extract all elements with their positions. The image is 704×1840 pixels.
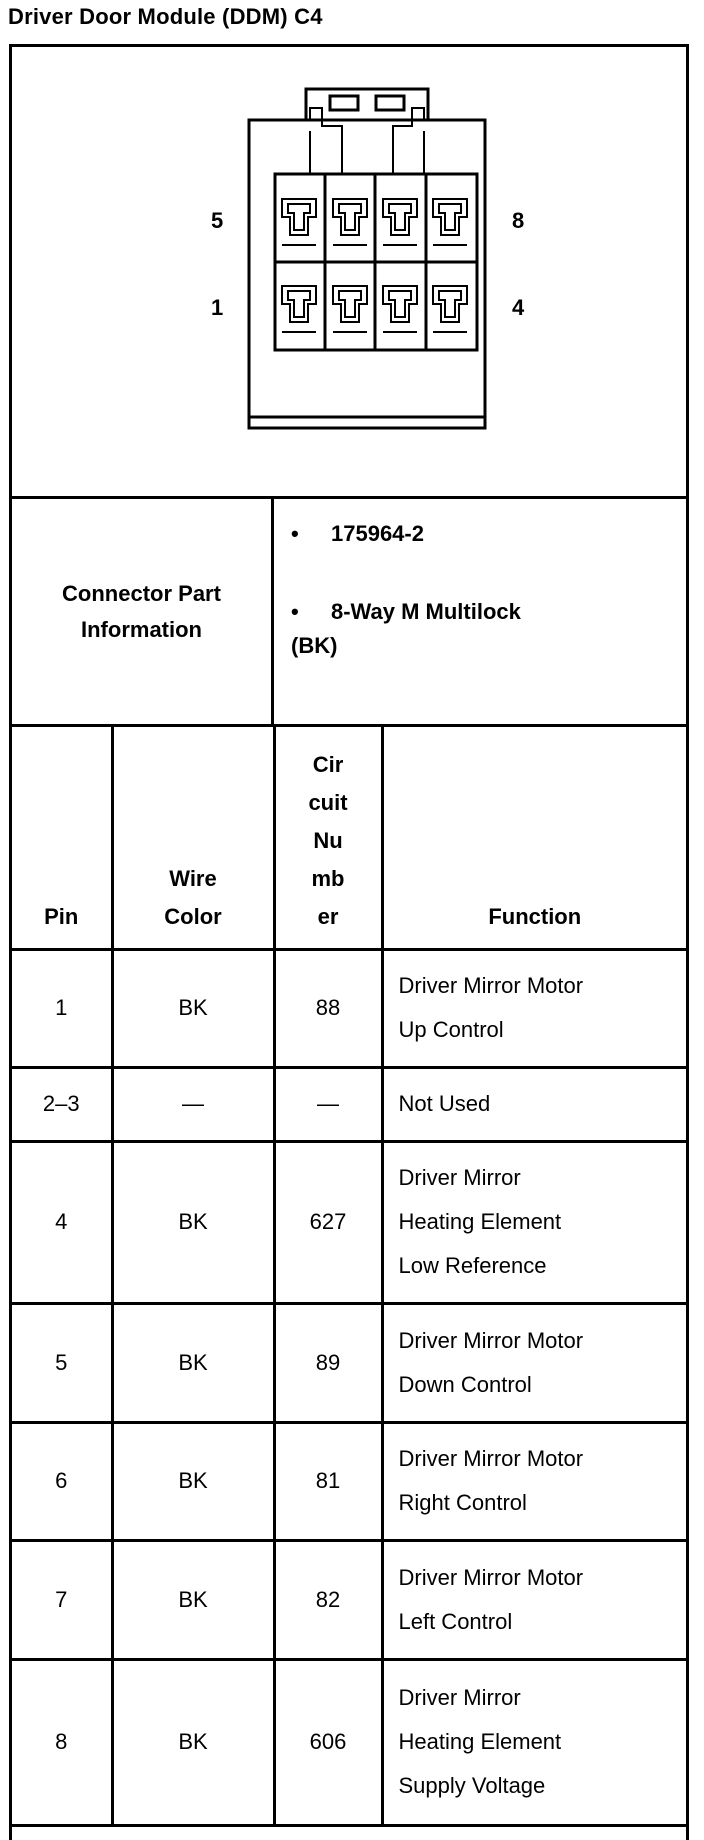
pin-label-5: 5 bbox=[211, 208, 224, 233]
latch-arm-left bbox=[310, 108, 342, 174]
pin-cell: 7 bbox=[12, 1540, 112, 1659]
header-pin: Pin bbox=[12, 727, 112, 949]
circuit-cell: 627 bbox=[274, 1141, 382, 1303]
cavity-4 bbox=[433, 286, 467, 322]
pin-cell: 2–3 bbox=[12, 1067, 112, 1141]
function-cell: Driver Mirror Motor Left Control bbox=[382, 1540, 686, 1659]
header-wire-color: Wire Color bbox=[112, 727, 274, 949]
table-row bbox=[12, 1659, 686, 1825]
header-circuit-number: Cir cuit Nu mb er bbox=[274, 727, 382, 949]
info-label-line2: Information bbox=[81, 616, 202, 642]
circuit-cell: 81 bbox=[274, 1422, 382, 1540]
info-label-line1: Connector Part bbox=[62, 580, 221, 606]
cavity-8 bbox=[433, 199, 467, 235]
tab-window-right bbox=[376, 96, 404, 110]
description-line bbox=[291, 599, 521, 625]
circuit-cell: 82 bbox=[274, 1540, 382, 1659]
connector-description: 8-Way M Multilock bbox=[331, 599, 521, 624]
circuit-cell: 89 bbox=[274, 1303, 382, 1422]
tab-window-left bbox=[330, 96, 358, 110]
pin-cell: 8 bbox=[12, 1659, 112, 1825]
connector-color: (BK) bbox=[291, 633, 338, 658]
pin-cell: 6 bbox=[12, 1422, 112, 1540]
cavity-3 bbox=[383, 286, 417, 322]
table-row bbox=[12, 949, 686, 1067]
cavity-6 bbox=[333, 199, 367, 235]
table-row bbox=[12, 1540, 686, 1659]
connector-part-info-values bbox=[274, 499, 686, 724]
function-cell: Driver Mirror Heating Element Low Reference bbox=[382, 1141, 686, 1303]
pin-label-8: 8 bbox=[512, 208, 525, 233]
wire-color-cell: BK bbox=[112, 1422, 274, 1540]
cavity-2 bbox=[333, 286, 367, 322]
pin-cell: 4 bbox=[12, 1141, 112, 1303]
connector-part-info-row bbox=[12, 499, 686, 727]
part-number: 175964-2 bbox=[331, 521, 424, 546]
connector-part-info-label bbox=[12, 499, 274, 724]
table-row bbox=[12, 1422, 686, 1540]
wire-color-cell: — bbox=[112, 1067, 274, 1141]
latch-arm-right bbox=[393, 108, 424, 174]
header-function: Function bbox=[382, 727, 686, 949]
table-row bbox=[12, 1303, 686, 1422]
bullet: • bbox=[291, 521, 299, 546]
table-row bbox=[12, 1067, 686, 1141]
wire-color-cell: BK bbox=[112, 1303, 274, 1422]
bullet: • bbox=[291, 599, 299, 624]
pin-cell: 5 bbox=[12, 1303, 112, 1422]
locking-tab bbox=[306, 89, 428, 120]
part-number-line bbox=[291, 521, 424, 547]
function-cell: Driver Mirror Motor Down Control bbox=[382, 1303, 686, 1422]
connector-housing bbox=[249, 120, 485, 428]
page-title: Driver Door Module (DDM) C4 bbox=[8, 4, 323, 29]
circuit-cell: 88 bbox=[274, 949, 382, 1067]
cavity-1 bbox=[282, 286, 316, 322]
connector-diagram bbox=[12, 47, 686, 499]
table-row bbox=[12, 1141, 686, 1303]
pin-label-4: 4 bbox=[512, 295, 525, 320]
wire-color-cell: BK bbox=[112, 1141, 274, 1303]
circuit-cell: — bbox=[274, 1067, 382, 1141]
cavity-5 bbox=[282, 199, 316, 235]
connector-diagram-cell bbox=[12, 47, 686, 499]
wire-color-cell: BK bbox=[112, 949, 274, 1067]
cavity-7 bbox=[383, 199, 417, 235]
table-header-row bbox=[12, 727, 686, 949]
function-cell: Driver Mirror Motor Up Control bbox=[382, 949, 686, 1067]
connector-table-frame bbox=[9, 44, 689, 1840]
function-cell: Driver Mirror Motor Right Control bbox=[382, 1422, 686, 1540]
pinout-table bbox=[12, 727, 686, 1827]
pin-label-1: 1 bbox=[211, 295, 224, 320]
wire-color-cell: BK bbox=[112, 1540, 274, 1659]
function-cell: Driver Mirror Heating Element Supply Voltage bbox=[382, 1659, 686, 1825]
circuit-cell: 606 bbox=[274, 1659, 382, 1825]
pin-cell: 1 bbox=[12, 949, 112, 1067]
function-cell: Not Used bbox=[382, 1067, 686, 1141]
wire-color-cell: BK bbox=[112, 1659, 274, 1825]
